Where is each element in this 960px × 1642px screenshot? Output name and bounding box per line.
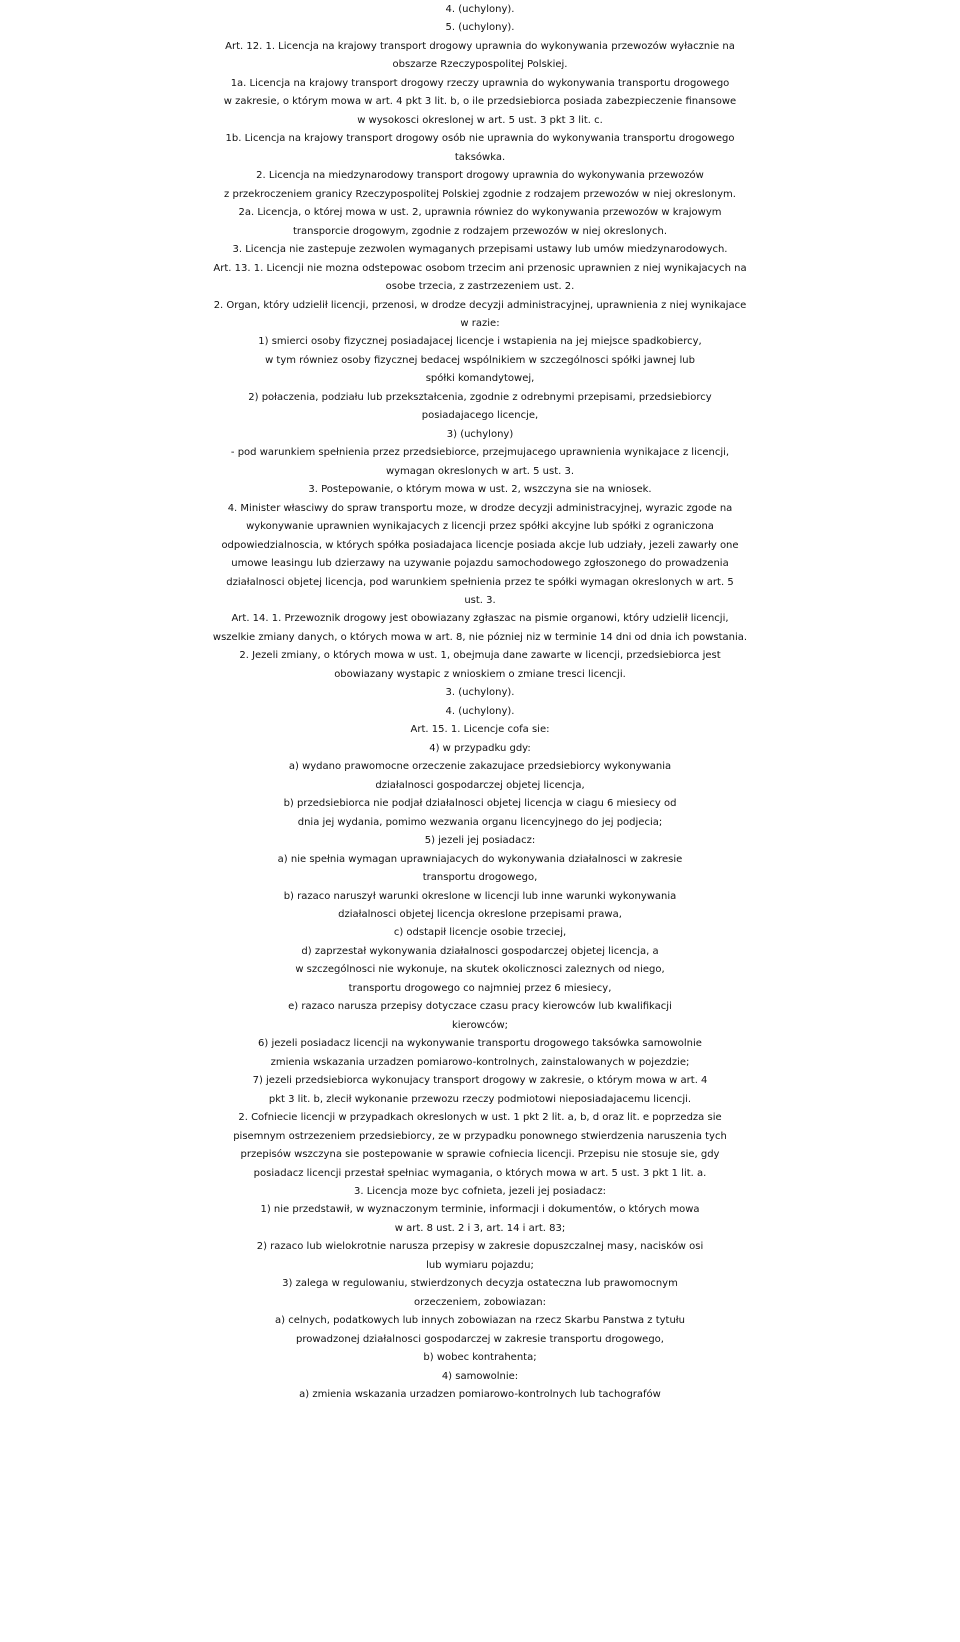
text-line: 3. Licencja nie zastepuje zezwolen wymaganych przepisami ustawy lub umów miedzynarodowych. xyxy=(232,244,728,256)
text-line: w art. 8 ust. 2 i 3, art. 14 i art. 83; xyxy=(394,1222,566,1234)
text-line: d) zaprzestał wykonywania działalnosci gospodarczej objetej licencja, a xyxy=(301,945,659,957)
text-line: w tym równiez osoby fizycznej bedacej wspólnikiem w szczególnosci spółki jawnej lub xyxy=(265,354,695,366)
text-line: wszelkie zmiany danych, o których mowa w art. 8, nie pózniej niz w terminie 14 dni od dnia ich powstania. xyxy=(212,631,748,643)
text-line: prowadzonej działalnosci gospodarczej w zakresie transportu drogowego, xyxy=(296,1333,664,1345)
text-line: 2. Licencja na miedzynarodowy transport drogowy uprawnia do wykonywania przewozów xyxy=(256,170,704,182)
text-line: b) razaco naruszył warunki okreslone w licencji lub inne warunki wykonywania xyxy=(283,890,677,902)
text-line: c) odstapił licencje osobie trzeciej, xyxy=(393,927,567,939)
text-line: działalnosci objetej licencja, pod warunkiem spełnienia przez te spółki wymagan okreslonych w art. 5 xyxy=(226,576,734,588)
text-line: 2a. Licencja, o której mowa w ust. 2, uprawnia równiez do wykonywania przewozów w krajowym xyxy=(238,207,722,219)
text-line: e) razaco narusza przepisy dotyczace czasu pracy kierowców lub kwalifikacji xyxy=(288,1001,672,1013)
text-line: obowiazany wystapic z wnioskiem o zmiane tresci licencji. xyxy=(334,668,626,680)
text-line: orzeczeniem, zobowiazan: xyxy=(414,1296,546,1308)
text-line: 4. (uchylony). xyxy=(445,4,515,15)
text-line: lub wymiaru pojazdu; xyxy=(426,1259,534,1271)
text-line: transporcie drogowym, zgodnie z rodzajem przewozów w niej okreslonych. xyxy=(292,225,667,237)
text-line: b) wobec kontrahenta; xyxy=(423,1352,537,1364)
text-line: działalnosci objetej licencja okreslone przepisami prawa, xyxy=(338,908,622,920)
text-line: posiadajacego licencje, xyxy=(421,410,539,422)
text-line: 4. (uchylony). xyxy=(445,705,515,717)
text-line: taksówka. xyxy=(454,151,506,163)
text-line: umowe leasingu lub dzierzawy na uzywanie pojazdu samochodowego zgłoszonego do prowadzenia xyxy=(231,558,729,570)
text-line: Art. 12. 1. Licencja na krajowy transport drogowy uprawnia do wykonywania przewozów wyłacznie na xyxy=(225,40,735,52)
text-line: w razie: xyxy=(460,317,500,329)
text-line: a) celnych, podatkowych lub innych zobowiazan na rzecz Skarbu Panstwa z tytułu xyxy=(275,1315,685,1327)
text-line: przepisów wszczyna sie postepowanie w sprawie cofniecia licencji. Przepisu nie stosuje sie, gdy xyxy=(240,1149,720,1161)
text-line: 3) zalega w regulowaniu, stwierdzonych decyzja ostateczna lub prawomocnym xyxy=(282,1278,678,1290)
text-line: 3. Postepowanie, o którym mowa w ust. 2, wszczyna sie na wniosek. xyxy=(308,484,652,496)
text-line: kierowców; xyxy=(451,1019,509,1031)
text-line: z przekroczeniem granicy Rzeczypospolitej Polskiej zgodnie z rodzajem przewozów w niej okreslonym. xyxy=(224,188,736,200)
text-line: 5. (uchylony). xyxy=(445,22,515,34)
text-line: 3. Licencja moze byc cofnieta, jezeli jej posiadacz: xyxy=(354,1186,606,1197)
text-line: posiadacz licencji przestał spełniac wymagania, o których mowa w art. 5 ust. 3 pkt 1 lit. a. xyxy=(253,1167,707,1179)
text-line: obszarze Rzeczypospolitej Polskiej. xyxy=(392,59,568,71)
text-line: 4. Minister własciwy do spraw transportu moze, w drodze decyzji administracyjnej, wyrazic zgode na xyxy=(227,502,733,514)
text-line: 1a. Licencja na krajowy transport drogowy rzeczy uprawnia do wykonywania transportu drogowego xyxy=(230,77,730,89)
text-line: 2. Organ, który udzielił licencji, przenosi, w drodze decyzji administracyjnej, uprawnienia z niej wynikajace xyxy=(213,299,747,311)
text-line: 3. (uchylony). xyxy=(445,687,515,699)
text-line: 2) razaco lub wielokrotnie narusza przepisy w zakresie dopuszczalnej masy, nacisków osi xyxy=(256,1241,704,1253)
text-line: 5) jezeli jej posiadacz: xyxy=(424,835,536,847)
text-line: w zakresie, o którym mowa w art. 4 pkt 3 lit. b, o ile przedsiebiorca posiada zabezpieczenie finansowe xyxy=(223,96,737,108)
text-line: odpowiedzialnoscia, w których spółka posiadajaca licencje posiada akcje lub udziały, jezeli zawarły one xyxy=(221,539,739,551)
text-line: osobe trzecia, z zastrzezeniem ust. 2. xyxy=(385,281,575,293)
text-line: wykonywanie uprawnien wynikajacych z licencji przez spółki akcyjne lub spółki z ograniczona xyxy=(246,521,714,533)
text-line: 1) smierci osoby fizycznej posiadajacej licencje i wstapienia na jej miejsce spadkobiercy, xyxy=(258,336,702,348)
text-line: ust. 3. xyxy=(464,595,496,606)
text-line: 6) jezeli posiadacz licencji na wykonywanie transportu drogowego taksówka samowolnie xyxy=(258,1038,702,1050)
text-line: w szczególnosci nie wykonuje, na skutek okolicznosci zaleznych od niego, xyxy=(295,964,665,976)
text-line: działalnosci gospodarczej objetej licencja, xyxy=(375,779,585,791)
text-line: 2) połaczenia, podziału lub przekształcenia, zgodnie z odrebnymi przepisami, przedsiebiorcy xyxy=(248,391,712,403)
text-line: Art. 14. 1. Przewoznik drogowy jest obowiazany zgłaszac na pismie organowi, który udzielił licencji, xyxy=(231,613,729,625)
text-line: transportu drogowego, xyxy=(422,872,538,884)
text-line: 1) nie przedstawił, w wyznaczonym terminie, informacji i dokumentów, o których mowa xyxy=(260,1204,700,1216)
text-line: 4) w przypadku gdy: xyxy=(429,742,531,754)
text-line: 2. Jezeli zmiany, o których mowa w ust. 1, obejmuja dane zawarte w licencji, przedsiebiorca jest xyxy=(239,650,721,662)
text-line: 1b. Licencja na krajowy transport drogowy osób nie uprawnia do wykonywania transportu drogowego xyxy=(225,133,735,145)
text-line: pisemnym ostrzezeniem przedsiebiorcy, ze w przypadku ponownego stwierdzenia naruszenia tych xyxy=(233,1130,727,1142)
text-line: transportu drogowego co najmniej przez 6 miesiecy, xyxy=(348,982,612,994)
text-line: spółki komandytowej, xyxy=(425,373,535,385)
text-line: zmienia wskazania urzadzen pomiarowo-kontrolnych, zainstalowanych w pojezdzie; xyxy=(270,1056,690,1068)
text-line: dnia jej wydania, pomimo wezwania organu licencyjnego do jej podjecia; xyxy=(297,816,663,828)
text-line: pkt 3 lit. b, zlecił wykonanie przewozu rzeczy podmiotowi nieposiadajacemu licencji. xyxy=(268,1093,692,1105)
text-line: 3) (uchylony) xyxy=(446,428,514,440)
text-line: Art. 13. 1. Licencji nie mozna odstepowac osobom trzecim ani przenosic uprawnien z niej wynikajacych na xyxy=(213,262,747,274)
text-line: wymagan okreslonych w art. 5 ust. 3. xyxy=(385,465,575,477)
text-line: w wysokosci okreslonej w art. 5 ust. 3 pkt 3 lit. c. xyxy=(357,114,603,126)
text-line: 2. Cofniecie licencji w przypadkach okreslonych w ust. 1 pkt 2 lit. a, b, d oraz lit. e poprzedza sie xyxy=(238,1112,722,1124)
text-line: Art. 15. 1. Licencje cofa sie: xyxy=(410,724,550,736)
text-line: b) przedsiebiorca nie podjał działalnosci objetej licencja w ciagu 6 miesiecy od xyxy=(283,798,677,810)
text-line: a) zmienia wskazania urzadzen pomiarowo-kontrolnych lub tachografów xyxy=(299,1389,661,1401)
text-line: 7) jezeli przedsiebiorca wykonujacy transport drogowy w zakresie, o którym mowa w art. 4 xyxy=(252,1075,708,1087)
text-line: - pod warunkiem spełnienia przez przedsiebiorce, przejmujacego uprawnienia wynikajace z licencji, xyxy=(230,447,730,459)
text-line: a) wydano prawomocne orzeczenie zakazujace przedsiebiorcy wykonywania xyxy=(288,761,672,773)
text-line: 4) samowolnie: xyxy=(441,1370,519,1382)
text-line: a) nie spełnia wymagan uprawniajacych do wykonywania działalnosci w zakresie xyxy=(277,853,683,865)
